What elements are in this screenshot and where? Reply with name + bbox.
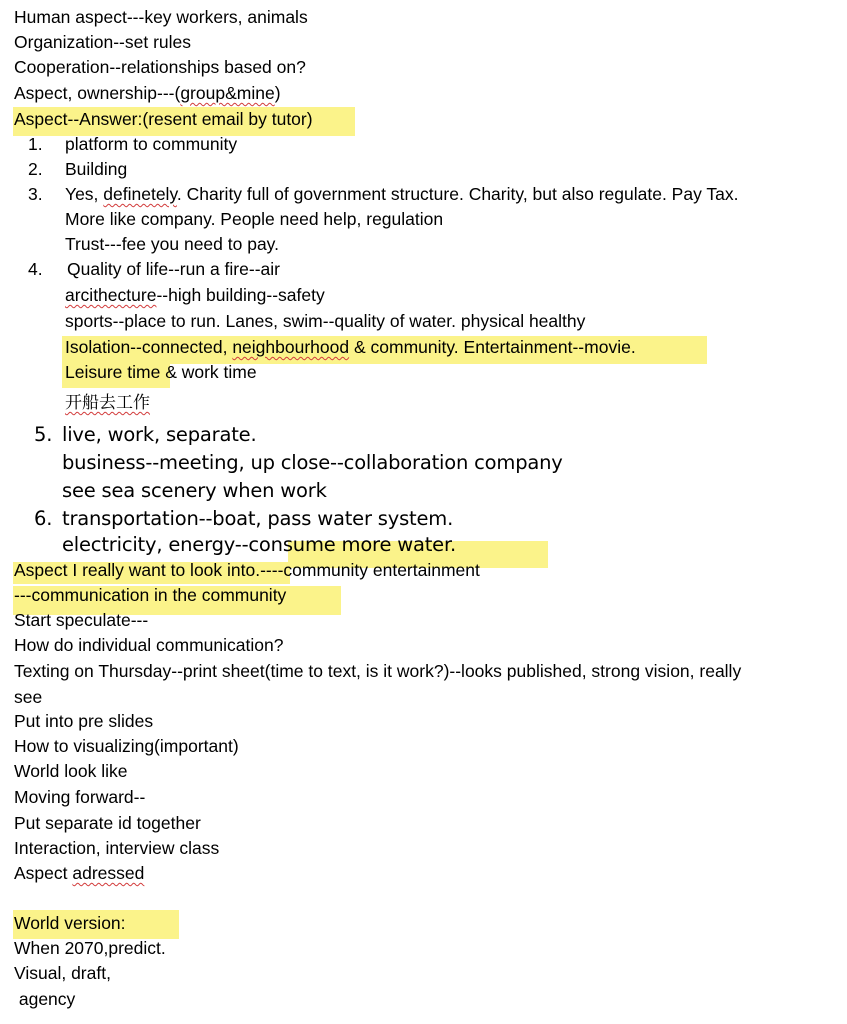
note-line: Organization--set rules <box>14 32 192 52</box>
list-item: Building <box>65 159 128 179</box>
text-segment: Aspect, ownership---( <box>14 83 181 103</box>
list-item-continued <box>65 360 257 385</box>
misspelled-word: 开船去工作 <box>65 393 150 413</box>
note-line: World look like <box>14 761 128 781</box>
list-item-continued <box>65 335 636 360</box>
list-item-continued: business--meeting, up close--collaboration company <box>62 451 563 474</box>
chinese-note <box>65 391 150 416</box>
note-line: see <box>14 687 43 707</box>
misspelled-word: group&mine <box>180 83 275 103</box>
note-line: Put into pre slides <box>14 711 154 731</box>
list-item: Quality of life--run a fire--air <box>67 259 280 279</box>
highlighted-heading: Aspect--Answer:(resent email by tutor) <box>14 109 313 129</box>
highlighted-note: ---communication in the community <box>14 585 287 605</box>
list-item: live, work, separate. <box>62 423 257 446</box>
misspelled-word: definetely <box>103 184 177 204</box>
list-item-continued <box>65 283 325 308</box>
text-segment: & community. Entertainment--movie. <box>349 337 636 357</box>
note-line: agency <box>14 989 76 1009</box>
list-number: 4. <box>28 259 43 279</box>
list-number: 3. <box>28 184 43 204</box>
list-item-continued: Trust---fee you need to pay. <box>65 234 279 254</box>
text-segment: ) <box>274 83 281 103</box>
note-line: Moving forward-- <box>14 787 146 807</box>
note-line: Cooperation--relationships based on? <box>14 57 306 77</box>
note-line <box>14 861 144 886</box>
misspelled-word: arcithecture <box>65 285 157 305</box>
text-segment: Isolation--connected, <box>65 337 233 357</box>
text-segment: --high building--safety <box>156 285 325 305</box>
note-line: Texting on Thursday--print sheet(time to text, is it work?)--looks published, strong vision, really <box>14 661 742 681</box>
note-line: Start speculate--- <box>14 610 149 630</box>
list-item: platform to community <box>65 134 238 154</box>
list-item-continued: sports--place to run. Lanes, swim--quality of water. physical healthy <box>65 311 586 331</box>
note-line: Put separate id together <box>14 813 201 833</box>
list-number: 1. <box>28 134 43 154</box>
note-line: When 2070,predict. <box>14 938 166 958</box>
list-item-continued: see sea scenery when work <box>62 479 327 502</box>
note-line <box>14 558 480 583</box>
list-item-continued: More like company. People need help, regulation <box>65 209 444 229</box>
list-item: transportation--boat, pass water system. <box>62 507 454 530</box>
note-line: Visual, draft, <box>14 963 111 983</box>
text-segment: Aspect <box>14 863 73 883</box>
text-segment: ----community entertainment <box>260 560 480 580</box>
note-line <box>14 81 281 106</box>
misspelled-word: adressed <box>72 863 145 883</box>
list-number: 5. <box>34 423 53 446</box>
text-segment: Leisure time <box>65 362 161 382</box>
note-line: How to visualizing(important) <box>14 736 239 756</box>
list-number: 6. <box>34 507 53 530</box>
text-segment: Yes, <box>65 184 104 204</box>
note-line: Human aspect---key workers, animals <box>14 7 308 27</box>
list-number: 2. <box>28 159 43 179</box>
highlighted-heading: World version: <box>14 913 126 933</box>
note-line: How do individual communication? <box>14 635 284 655</box>
text-segment: Aspect I really want to look into. <box>14 560 261 580</box>
note-line: Interaction, interview class <box>14 838 220 858</box>
text-segment: . Charity full of government structure. Charity, but also regulate. Pay Tax. <box>176 184 739 204</box>
list-item <box>65 182 738 207</box>
misspelled-word: neighbourhood <box>232 337 350 357</box>
list-item-continued: electricity, energy--consume more water. <box>62 533 457 556</box>
text-segment: & work time <box>160 362 257 382</box>
